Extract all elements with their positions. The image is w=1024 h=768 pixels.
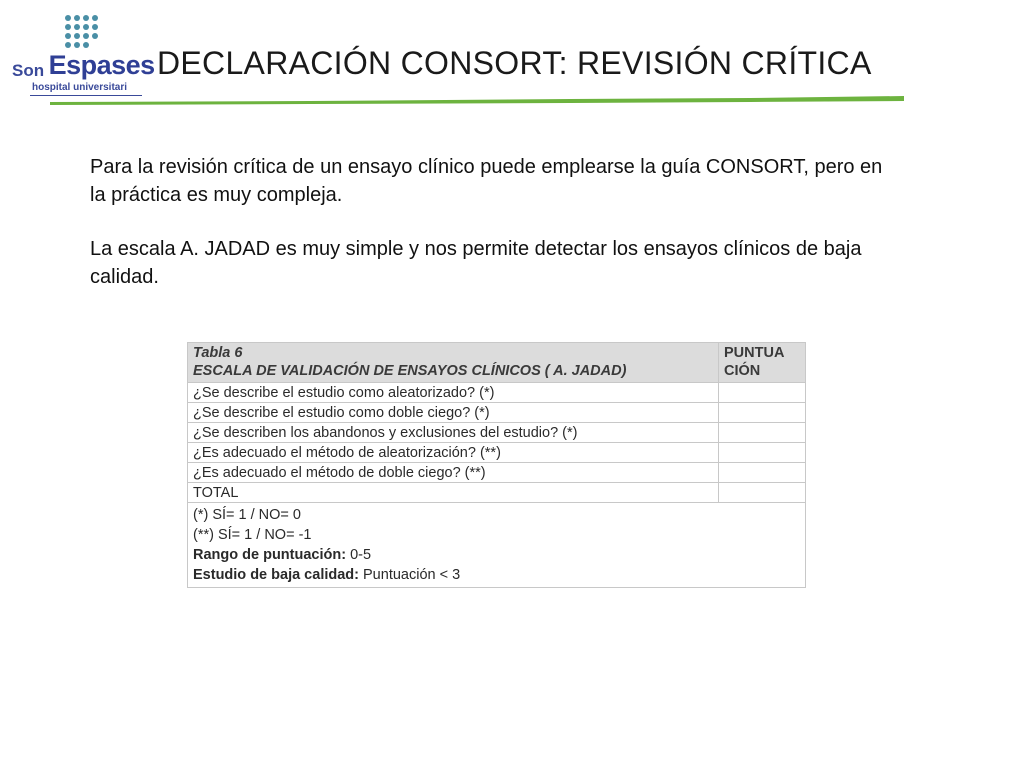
score-cell[interactable] — [719, 383, 806, 403]
question-cell: ¿Se describen los abandonos y exclusiones del estudio? (*) — [188, 423, 719, 443]
table-notes-row — [188, 503, 806, 588]
question-cell: ¿Es adecuado el método de aleatorización? (**) — [188, 443, 719, 463]
score-cell[interactable] — [719, 463, 806, 483]
table-row — [188, 443, 806, 463]
logo-prefix: Son — [12, 61, 45, 80]
score-header-line-2: CIÓN — [724, 363, 761, 379]
table-header-row — [188, 343, 806, 383]
score-cell[interactable] — [719, 403, 806, 423]
table-row-total — [188, 483, 806, 503]
total-score-cell[interactable] — [719, 483, 806, 503]
note-double-star: (**) SÍ= 1 / NO= -1 — [193, 527, 312, 543]
jadad-scale-table — [187, 342, 806, 588]
question-cell: ¿Es adecuado el método de doble ciego? (**) — [188, 463, 719, 483]
table-row — [188, 463, 806, 483]
question-cell: ¿Se describe el estudio como aleatorizado? (*) — [188, 383, 719, 403]
score-header-line-1: PUNTUA — [724, 345, 785, 361]
logo-wordmark — [12, 50, 155, 81]
note-low-quality-label: Estudio de baja calidad: — [193, 567, 359, 583]
table-row — [188, 403, 806, 423]
note-range-label: Rango de puntuación: — [193, 547, 347, 563]
notes-cell — [188, 503, 806, 588]
table-row — [188, 423, 806, 443]
slide-title: DECLARACIÓN CONSORT: REVISIÓN CRÍTICA — [157, 45, 872, 81]
table-row — [188, 383, 806, 403]
son-espases-logo — [12, 14, 155, 98]
jadad-paragraph: La escala A. JADAD es muy simple y nos permite detectar los ensayos clínicos de baja calidad. — [90, 238, 862, 288]
note-single-star: (*) SÍ= 1 / NO= 0 — [193, 507, 301, 523]
table-heading-cell — [188, 343, 719, 383]
score-header-cell — [719, 343, 806, 383]
note-range — [193, 545, 800, 565]
note-low-quality — [193, 565, 800, 585]
score-cell[interactable] — [719, 423, 806, 443]
logo-subtitle: hospital universitari — [32, 82, 128, 93]
question-cell: ¿Se describe el estudio como doble ciego? (*) — [188, 403, 719, 423]
score-cell[interactable] — [719, 443, 806, 463]
note-low-quality-value: Puntuación < 3 — [363, 567, 461, 583]
table-heading: ESCALA DE VALIDACIÓN DE ENSAYOS CLÍNICOS ( A. JADAD) — [193, 363, 627, 379]
logo-brand-name: Espases — [48, 50, 155, 80]
total-label-cell: TOTAL — [188, 483, 719, 503]
table-caption: Tabla 6 — [193, 345, 243, 361]
intro-paragraph: Para la revisión crítica de un ensayo clínico puede emplearse la guía CONSORT, pero en la práctica es muy compleja. — [90, 156, 883, 206]
title-divider — [50, 93, 906, 105]
note-range-value: 0-5 — [350, 547, 372, 563]
logo-dots-icon — [64, 14, 100, 50]
